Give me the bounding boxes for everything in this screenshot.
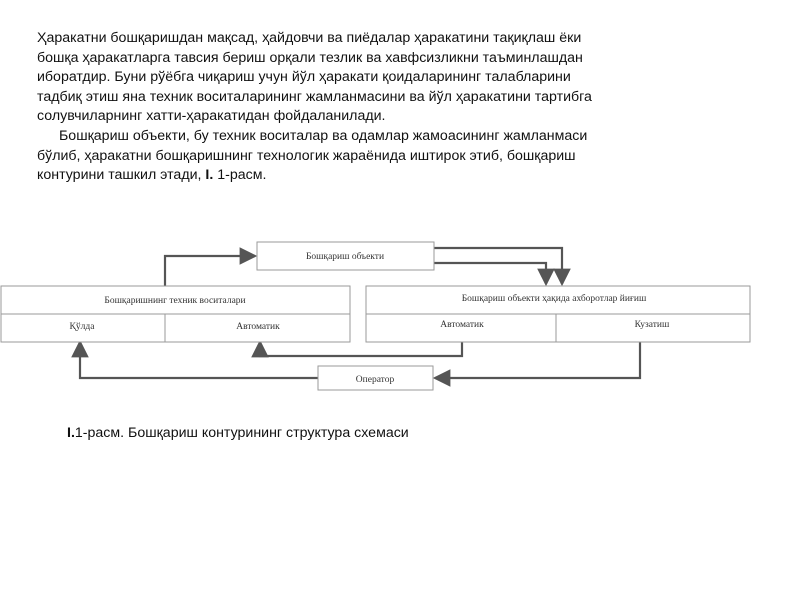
figure-caption: [67, 425, 409, 441]
paragraph-2-line-3: [37, 166, 677, 186]
body-text: [37, 29, 677, 186]
paragraph-2-line-3-suffix: 1-расм.: [213, 167, 267, 184]
object-box-label: Бошқариш объекти: [305, 252, 385, 262]
caption-ref: I.: [67, 425, 75, 441]
paragraph-1-line-3: иборатдир. Буни рўёбга чиқариш учун йўл ҳаракати қоидаларининг талабларини: [37, 69, 571, 86]
auto-cell-left-label: Автоматик: [236, 322, 280, 332]
arrow-object-to-info-inner: [434, 263, 546, 284]
auto-cell-right-label: Автоматик: [440, 320, 484, 330]
arrow-object-to-info-outer: [434, 248, 562, 284]
paragraph-1: [37, 29, 677, 127]
observe-cell-label: Кузатиш: [634, 320, 670, 330]
arrow-observe-to-operator: [435, 342, 640, 378]
paragraph-1-line-5: солувчиларнинг хатти-ҳаракатидан фойдаланилади.: [37, 108, 386, 125]
paragraph-2-line-3-text: контурини ташкил этади,: [37, 167, 206, 184]
figure-ref: I.: [205, 167, 214, 184]
paragraph-1-line-2: бошқа ҳаракатларга тавсия бериш орқали тезлик ва хавфсизликни таъминлашдан: [37, 49, 583, 66]
paragraph-2-line-2: бўлиб, ҳаракатни бошқаришнинг технологик жараёнида иштирок этиб, бошқариш: [37, 147, 576, 164]
arrow-tech-to-object: [165, 256, 255, 286]
paragraph-2: [37, 127, 677, 186]
manual-cell-label: Қўлда: [69, 322, 95, 332]
paragraph-1-line-1: Ҳаракатни бошқаришдан мақсад, ҳайдовчи ва пиёдалар ҳаракатини тақиқлаш ёки: [37, 30, 582, 46]
paragraph-2-line-1: Бошқариш объекти, бу техник воситалар ва одамлар жамоасининг жамланмаси: [59, 127, 588, 144]
paragraph-1-line-4: тадбиқ этиш яна техник воситаларининг жамланмасини ва йўл ҳаракатини тартибга: [37, 88, 592, 105]
tech-means-label: Бошқаришнинг техник воситалари: [104, 296, 246, 306]
arrow-operator-to-manual: [80, 342, 318, 378]
operator-box-label: Оператор: [355, 375, 395, 385]
info-box-label: Бошқариш объекти ҳақида ахборотлар йиғиш: [461, 294, 647, 304]
control-loop-diagram: [0, 236, 800, 396]
caption-text: 1-расм. Бошқариш контурининг структура схемаси: [74, 425, 409, 441]
